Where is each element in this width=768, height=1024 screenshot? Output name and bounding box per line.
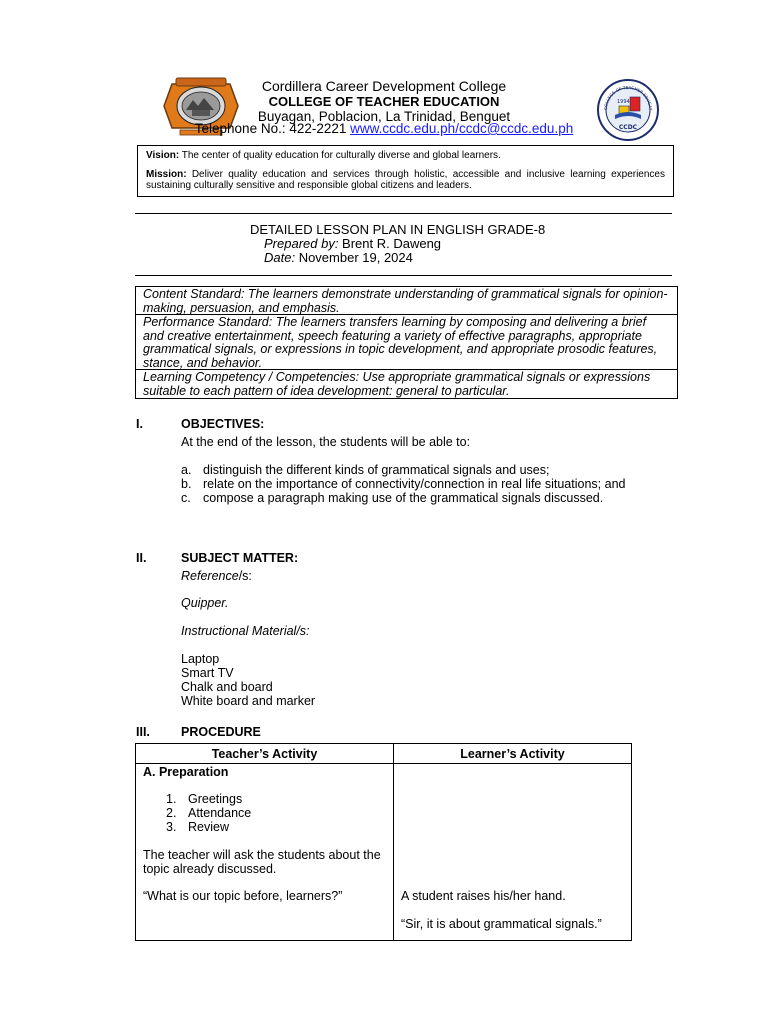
lesson-title: DETAILED LESSON PLAN IN ENGLISH GRADE-8 [250, 222, 546, 237]
reference-label-plain: /s: [238, 569, 252, 583]
step-number: 2. [166, 806, 177, 820]
teacher-activity-cell [136, 764, 394, 941]
material-item: White board and marker [181, 694, 316, 708]
website-email-link[interactable]: www.ccdc.edu.ph/ccdc@ccdc.edu.ph [350, 121, 574, 136]
teacher-question: “What is our topic before, learners?” [143, 889, 343, 903]
learner-activity-cell [394, 764, 632, 941]
materials-label: Instructional Material/s: [181, 624, 310, 638]
prepared-by-label: Prepared by: [264, 236, 339, 251]
content-standard: Content Standard: The learners demonstrate understanding of grammatical signals for opinion-making, persuasion, and emphasis. [135, 286, 678, 315]
learner-activity-header: Learner’s Activity [394, 744, 632, 764]
lesson-date [264, 250, 413, 265]
performance-standard: Performance Standard: The learners transfers learning by composing and delivering a brief and creative entertainment, speech featuring a variety of effective paragraphs, appropriate grammatical signals, or expressions in topic development, and appropriate prosodic features, stance, and behavior. [135, 314, 678, 370]
learning-competency: Learning Competency / Competencies: Use appropriate grammatical signals or expressions suitable to each pattern of idea development: general to particular. [135, 369, 678, 399]
mission-text: Deliver quality education and services through holistic, accessible and inclusive learning experiences sustaining culturally sensitive and responsible global citizens and leaders. [146, 169, 665, 191]
learner-action: A student raises his/her hand. [401, 889, 566, 903]
learner-answer: “Sir, it is about grammatical signals.” [401, 917, 602, 931]
objectives-intro: At the end of the lesson, the students will be able to: [181, 435, 471, 449]
prepared-by-value: Brent R. Daweng [338, 236, 442, 251]
institution-name: Cordillera Career Development College [261, 78, 507, 94]
procedure-number: III. [136, 725, 150, 739]
telephone-text: Telephone No.: 422-2221 [194, 121, 351, 136]
procedure-heading: PROCEDURE [181, 725, 261, 739]
material-item: Chalk and board [181, 680, 273, 694]
step-text: Review [188, 820, 229, 834]
step-text: Greetings [188, 792, 243, 806]
logo-abbr-text: CCDC [618, 124, 638, 131]
logo-ring-text: COLLEGE OF TEACHER EDUCAT [602, 84, 654, 111]
objective-c-marker: c. [181, 491, 191, 505]
mission-label: Mission: [146, 169, 187, 180]
subject-matter-heading: SUBJECT MATTER: [181, 551, 299, 565]
objective-b-marker: b. [181, 477, 192, 491]
procedure-table-row [136, 764, 632, 941]
step-number: 1. [166, 792, 177, 806]
vision-mission-box [137, 145, 674, 197]
college-name: COLLEGE OF TEACHER EDUCATION [268, 94, 500, 109]
subject-matter-number: II. [136, 551, 147, 565]
reference-label-italic: Reference [181, 569, 239, 583]
objectives-heading: OBJECTIVES: [181, 417, 265, 431]
vision-label: Vision: [146, 150, 180, 161]
vision-text: The center of quality education for culturally diverse and global learners. [179, 150, 501, 161]
college-address: Buyagan, Poblacion, La Trinidad, Benguet [257, 109, 511, 124]
divider-top [135, 213, 672, 214]
teacher-instruction: The teacher will ask the students about the topic already discussed. [143, 848, 381, 876]
step-text: Attendance [188, 806, 252, 820]
date-value: November 19, 2024 [295, 250, 413, 265]
date-label: Date: [264, 250, 296, 265]
objective-a-text: distinguish the different kinds of grammatical signals and uses; [203, 463, 550, 477]
reference-label [181, 569, 252, 583]
objective-c-text: compose a paragraph making use of the grammatical signals discussed. [203, 491, 604, 505]
preparation-heading: A. Preparation [143, 765, 229, 779]
logo-year-text: 1994 [617, 99, 630, 105]
divider-bottom [135, 275, 672, 276]
reference-value: Quipper. [181, 596, 229, 610]
material-item: Laptop [181, 652, 220, 666]
objective-a-marker: a. [181, 463, 192, 477]
procedure-table [135, 743, 632, 941]
teacher-activity-header: Teacher’s Activity [136, 744, 394, 764]
step-item [166, 806, 251, 820]
mission-paragraph [146, 169, 665, 191]
procedure-table-header-row [136, 744, 632, 764]
vision-paragraph [146, 150, 665, 161]
step-item [166, 792, 242, 806]
material-item: Smart TV [181, 666, 234, 680]
objective-b-text: relate on the importance of connectivity/connection in real life situations; and [203, 477, 626, 491]
step-number: 3. [166, 820, 177, 834]
teacher-education-logo [597, 79, 659, 141]
step-item [166, 820, 229, 834]
objectives-number: I. [136, 417, 143, 431]
prepared-by [264, 236, 441, 251]
